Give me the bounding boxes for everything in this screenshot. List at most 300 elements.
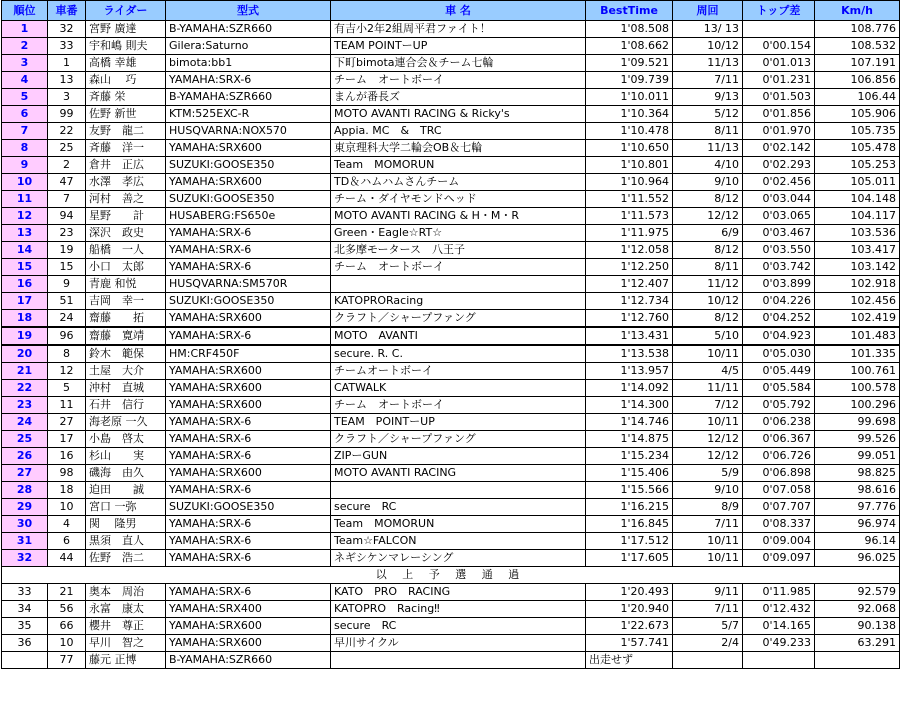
speed-cell: 98.825 (815, 465, 900, 482)
table-row (2, 431, 900, 448)
team-cell: Team MOMORUN (331, 157, 586, 174)
position-cell: 5 (2, 89, 48, 106)
position-cell: 2 (2, 38, 48, 55)
position-cell: 28 (2, 482, 48, 499)
speed-cell: 108.776 (815, 21, 900, 38)
speed-cell: 105.906 (815, 106, 900, 123)
best-time-cell: 1'09.521 (586, 55, 673, 72)
model-cell: YAMAHA:SRX600 (166, 397, 331, 414)
speed-cell: 99.698 (815, 414, 900, 431)
laps-cell: 12/12 (673, 448, 743, 465)
model-cell: YAMAHA:SRX600 (166, 310, 331, 328)
team-cell (331, 276, 586, 293)
best-time-cell: 1'08.508 (586, 21, 673, 38)
model-cell: YAMAHA:SRX600 (166, 635, 331, 652)
best-time-cell: 1'12.407 (586, 276, 673, 293)
position-cell: 1 (2, 21, 48, 38)
top-gap-cell: 0'02.142 (743, 140, 815, 157)
team-cell: チームオートボーイ (331, 363, 586, 380)
speed-cell: 103.536 (815, 225, 900, 242)
best-time-cell: 1'20.493 (586, 584, 673, 601)
table-row (2, 397, 900, 414)
rider-cell: 奥本 周治 (86, 584, 166, 601)
table-row (2, 618, 900, 635)
position-cell: 23 (2, 397, 48, 414)
rider-cell: 宮口 一弥 (86, 499, 166, 516)
best-time-cell: 1'15.406 (586, 465, 673, 482)
rider-cell: 森山 巧 (86, 72, 166, 89)
number-cell: 2 (48, 157, 86, 174)
speed-cell: 106.44 (815, 89, 900, 106)
team-cell: TD＆ハムハムさんチーム (331, 174, 586, 191)
rider-cell: 石井 信行 (86, 397, 166, 414)
rider-cell: 小島 啓太 (86, 431, 166, 448)
model-cell: YAMAHA:SRX600 (166, 140, 331, 157)
rider-cell: 船橋 一人 (86, 242, 166, 259)
rider-cell: 斉藤 栄 (86, 89, 166, 106)
header-number: 車番 (48, 1, 86, 21)
top-gap-cell: 0'05.030 (743, 345, 815, 363)
position-cell: 13 (2, 225, 48, 242)
laps-cell: 8/11 (673, 123, 743, 140)
speed-cell: 104.148 (815, 191, 900, 208)
team-cell: チーム オートボーイ (331, 259, 586, 276)
top-gap-cell: 0'03.899 (743, 276, 815, 293)
speed-cell: 96.025 (815, 550, 900, 567)
laps-cell: 8/11 (673, 259, 743, 276)
speed-cell: 97.776 (815, 499, 900, 516)
table-row (2, 293, 900, 310)
speed-cell: 103.142 (815, 259, 900, 276)
best-time-cell: 1'14.092 (586, 380, 673, 397)
laps-cell: 11/12 (673, 276, 743, 293)
team-cell: MOTO AVANTI RACING & Ricky's (331, 106, 586, 123)
speed-cell: 102.918 (815, 276, 900, 293)
number-cell: 21 (48, 584, 86, 601)
best-time-cell: 1'17.512 (586, 533, 673, 550)
speed-cell: 103.417 (815, 242, 900, 259)
laps-cell: 10/11 (673, 533, 743, 550)
rider-cell: 星野 計 (86, 208, 166, 225)
rider-cell: 黒須 直人 (86, 533, 166, 550)
position-cell: 4 (2, 72, 48, 89)
team-cell: チーム・ダイヤモンドヘッド (331, 191, 586, 208)
table-row (2, 140, 900, 157)
speed-cell: 101.483 (815, 327, 900, 345)
laps-cell: 10/11 (673, 414, 743, 431)
best-time-cell: 1'20.940 (586, 601, 673, 618)
table-row (2, 345, 900, 363)
model-cell: SUZUKI:GOOSE350 (166, 157, 331, 174)
table-row (2, 89, 900, 106)
table-row (2, 259, 900, 276)
number-cell: 23 (48, 225, 86, 242)
header-team: 車 名 (331, 1, 586, 21)
table-row (2, 550, 900, 567)
best-time-cell: 1'15.234 (586, 448, 673, 465)
team-cell: KATO PRO RACING (331, 584, 586, 601)
best-time-cell: 1'17.605 (586, 550, 673, 567)
number-cell: 13 (48, 72, 86, 89)
number-cell: 12 (48, 363, 86, 380)
number-cell: 51 (48, 293, 86, 310)
speed-cell: 99.051 (815, 448, 900, 465)
header-laps: 周回 (673, 1, 743, 21)
laps-cell: 10/12 (673, 38, 743, 55)
model-cell: YAMAHA:SRX-6 (166, 533, 331, 550)
team-cell: 北多摩モータース 八王子 (331, 242, 586, 259)
position-cell: 22 (2, 380, 48, 397)
speed-cell: 102.456 (815, 293, 900, 310)
laps-cell: 5/9 (673, 465, 743, 482)
rider-cell: 小口 太郎 (86, 259, 166, 276)
position-cell: 18 (2, 310, 48, 328)
best-time-cell: 1'14.875 (586, 431, 673, 448)
header-speed: Km/h (815, 1, 900, 21)
rider-cell: 深沢 政史 (86, 225, 166, 242)
rider-cell: 海老原 一久 (86, 414, 166, 431)
rider-cell: 杉山 実 (86, 448, 166, 465)
top-gap-cell: 0'02.293 (743, 157, 815, 174)
laps-cell: 10/11 (673, 345, 743, 363)
position-cell: 12 (2, 208, 48, 225)
model-cell: Gilera:Saturno (166, 38, 331, 55)
top-gap-cell: 0'12.432 (743, 601, 815, 618)
separator-label: 以 上 予 選 通 過 (2, 567, 900, 584)
best-time-cell: 1'11.573 (586, 208, 673, 225)
best-time-cell: 1'12.250 (586, 259, 673, 276)
laps-cell: 11/13 (673, 55, 743, 72)
model-cell: YAMAHA:SRX600 (166, 363, 331, 380)
number-cell: 44 (48, 550, 86, 567)
table-row (2, 123, 900, 140)
number-cell: 56 (48, 601, 86, 618)
speed-cell: 100.296 (815, 397, 900, 414)
number-cell: 5 (48, 380, 86, 397)
header-best-time: BestTime (586, 1, 673, 21)
rider-cell: 鈴木 範保 (86, 345, 166, 363)
rider-cell: 齋藤 拓 (86, 310, 166, 328)
position-cell (2, 652, 48, 669)
header-rider: ライダー (86, 1, 166, 21)
model-cell: HUSQVARNA:SM570R (166, 276, 331, 293)
laps-cell: 7/12 (673, 397, 743, 414)
rider-cell: 櫻井 尊正 (86, 618, 166, 635)
top-gap-cell: 0'07.058 (743, 482, 815, 499)
laps-cell: 6/9 (673, 225, 743, 242)
position-cell: 17 (2, 293, 48, 310)
team-cell: クラフト／シャープファング (331, 431, 586, 448)
top-gap-cell: 0'05.792 (743, 397, 815, 414)
top-gap-cell: 0'08.337 (743, 516, 815, 533)
speed-cell: 102.419 (815, 310, 900, 328)
number-cell: 32 (48, 21, 86, 38)
number-cell: 33 (48, 38, 86, 55)
team-cell: CATWALK (331, 380, 586, 397)
best-time-cell: 1'12.058 (586, 242, 673, 259)
number-cell: 6 (48, 533, 86, 550)
position-cell: 32 (2, 550, 48, 567)
speed-cell: 96.14 (815, 533, 900, 550)
number-cell: 18 (48, 482, 86, 499)
rider-cell: 倉井 正広 (86, 157, 166, 174)
speed-cell: 104.117 (815, 208, 900, 225)
top-gap-cell: 0'04.252 (743, 310, 815, 328)
table-row (2, 55, 900, 72)
team-cell: まんが番長ズ (331, 89, 586, 106)
table-row (2, 465, 900, 482)
team-cell: ZIPーGUN (331, 448, 586, 465)
best-time-cell: 1'10.364 (586, 106, 673, 123)
laps-cell: 5/10 (673, 327, 743, 345)
number-cell: 15 (48, 259, 86, 276)
best-time-cell: 1'13.957 (586, 363, 673, 380)
best-time-cell: 1'22.673 (586, 618, 673, 635)
rider-cell: 齋藤 寛靖 (86, 327, 166, 345)
best-time-cell: 1'13.431 (586, 327, 673, 345)
laps-cell: 7/11 (673, 601, 743, 618)
position-cell: 9 (2, 157, 48, 174)
number-cell: 3 (48, 89, 86, 106)
top-gap-cell: 0'06.238 (743, 414, 815, 431)
speed-cell: 108.532 (815, 38, 900, 55)
position-cell: 30 (2, 516, 48, 533)
rider-cell: 河村 善之 (86, 191, 166, 208)
table-row (2, 635, 900, 652)
number-cell: 7 (48, 191, 86, 208)
table-row (2, 174, 900, 191)
team-cell: secure RC (331, 499, 586, 516)
laps-cell: 9/11 (673, 584, 743, 601)
position-cell: 34 (2, 601, 48, 618)
laps-cell: 5/12 (673, 106, 743, 123)
model-cell: YAMAHA:SRX-6 (166, 550, 331, 567)
top-gap-cell: 0'06.367 (743, 431, 815, 448)
team-cell: TEAM POINTーUP (331, 38, 586, 55)
laps-cell: 9/13 (673, 89, 743, 106)
position-cell: 7 (2, 123, 48, 140)
model-cell: YAMAHA:SRX-6 (166, 72, 331, 89)
team-cell: 東京理科大学二輪会OB＆七輪 (331, 140, 586, 157)
laps-cell: 4/10 (673, 157, 743, 174)
header-position: 順位 (2, 1, 48, 21)
team-cell: ネギシケンマレーシング (331, 550, 586, 567)
speed-cell: 99.526 (815, 431, 900, 448)
rider-cell: 佐野 浩二 (86, 550, 166, 567)
model-cell: bimota:bb1 (166, 55, 331, 72)
table-row (2, 533, 900, 550)
top-gap-cell: 0'04.226 (743, 293, 815, 310)
position-cell: 8 (2, 140, 48, 157)
model-cell: YAMAHA:SRX-6 (166, 448, 331, 465)
position-cell: 16 (2, 276, 48, 293)
model-cell: HM:CRF450F (166, 345, 331, 363)
position-cell: 24 (2, 414, 48, 431)
team-cell: Green・Eagle☆RT☆ (331, 225, 586, 242)
speed-cell: 98.616 (815, 482, 900, 499)
team-cell: secure. R. C. (331, 345, 586, 363)
speed-cell: 92.579 (815, 584, 900, 601)
model-cell: B-YAMAHA:SZR660 (166, 652, 331, 669)
team-cell: MOTO AVANTI (331, 327, 586, 345)
laps-cell: 7/11 (673, 516, 743, 533)
number-cell: 19 (48, 242, 86, 259)
table-row (2, 310, 900, 328)
team-cell: MOTO AVANTI RACING (331, 465, 586, 482)
laps-cell: 2/4 (673, 635, 743, 652)
number-cell: 4 (48, 516, 86, 533)
speed-cell: 107.191 (815, 55, 900, 72)
laps-cell (673, 652, 743, 669)
best-time-cell: 1'12.760 (586, 310, 673, 328)
top-gap-cell: 0'01.970 (743, 123, 815, 140)
team-cell (331, 482, 586, 499)
position-cell: 26 (2, 448, 48, 465)
model-cell: YAMAHA:SRX600 (166, 618, 331, 635)
table-row (2, 157, 900, 174)
top-gap-cell: 0'01.503 (743, 89, 815, 106)
laps-cell: 9/10 (673, 482, 743, 499)
team-cell: 下町bimota連合会＆チーム七輪 (331, 55, 586, 72)
model-cell: YAMAHA:SRX-6 (166, 259, 331, 276)
table-row (2, 516, 900, 533)
model-cell: YAMAHA:SRX-6 (166, 584, 331, 601)
top-gap-cell: 0'49.233 (743, 635, 815, 652)
best-time-cell: 1'57.741 (586, 635, 673, 652)
top-gap-cell: 0'05.449 (743, 363, 815, 380)
top-gap-cell: 0'09.004 (743, 533, 815, 550)
number-cell: 24 (48, 310, 86, 328)
top-gap-cell: 0'04.923 (743, 327, 815, 345)
number-cell: 94 (48, 208, 86, 225)
best-time-cell: 1'10.478 (586, 123, 673, 140)
speed-cell: 90.138 (815, 618, 900, 635)
model-cell: HUSQVARNA:NOX570 (166, 123, 331, 140)
model-cell: YAMAHA:SRX-6 (166, 242, 331, 259)
number-cell: 16 (48, 448, 86, 465)
top-gap-cell: 0'14.165 (743, 618, 815, 635)
best-time-cell: 1'09.739 (586, 72, 673, 89)
header-top-gap: トップ差 (743, 1, 815, 21)
top-gap-cell: 0'03.065 (743, 208, 815, 225)
model-cell: YAMAHA:SRX-6 (166, 431, 331, 448)
position-cell: 19 (2, 327, 48, 345)
rider-cell: 水澤 孝広 (86, 174, 166, 191)
rider-cell: 沖村 直城 (86, 380, 166, 397)
team-cell: クラフト／シャープファング (331, 310, 586, 328)
laps-cell: 10/12 (673, 293, 743, 310)
nonqualified-rows (2, 584, 900, 669)
number-cell: 77 (48, 652, 86, 669)
top-gap-cell: 0'03.550 (743, 242, 815, 259)
position-cell: 27 (2, 465, 48, 482)
top-gap-cell: 0'01.013 (743, 55, 815, 72)
top-gap-cell: 0'06.898 (743, 465, 815, 482)
team-cell: Team☆FALCON (331, 533, 586, 550)
speed-cell: 105.011 (815, 174, 900, 191)
position-cell: 14 (2, 242, 48, 259)
rider-cell: 友野 龍二 (86, 123, 166, 140)
team-cell: KATOPRO Racing‼ (331, 601, 586, 618)
model-cell: YAMAHA:SRX400 (166, 601, 331, 618)
model-cell: YAMAHA:SRX-6 (166, 516, 331, 533)
best-time-cell: 1'14.746 (586, 414, 673, 431)
header-row (2, 1, 900, 21)
team-cell (331, 652, 586, 669)
top-gap-cell: 0'05.584 (743, 380, 815, 397)
table-row (2, 72, 900, 89)
table-row (2, 327, 900, 345)
model-cell: B-YAMAHA:SZR660 (166, 89, 331, 106)
position-cell: 3 (2, 55, 48, 72)
speed-cell: 63.291 (815, 635, 900, 652)
laps-cell: 10/11 (673, 550, 743, 567)
rider-cell: 土屋 大介 (86, 363, 166, 380)
table-row (2, 482, 900, 499)
header-model: 型式 (166, 1, 331, 21)
laps-cell: 4/5 (673, 363, 743, 380)
speed-cell: 105.735 (815, 123, 900, 140)
best-time-cell: 1'14.300 (586, 397, 673, 414)
team-cell: 早川サイクル (331, 635, 586, 652)
top-gap-cell (743, 21, 815, 38)
model-cell: YAMAHA:SRX-6 (166, 414, 331, 431)
laps-cell: 5/7 (673, 618, 743, 635)
table-row (2, 414, 900, 431)
rider-cell: 青鹿 和悦 (86, 276, 166, 293)
rider-cell: 宇和嶋 則夫 (86, 38, 166, 55)
speed-cell: 105.478 (815, 140, 900, 157)
speed-cell: 101.335 (815, 345, 900, 363)
speed-cell: 106.856 (815, 72, 900, 89)
top-gap-cell: 0'00.154 (743, 38, 815, 55)
best-time-cell: 1'12.734 (586, 293, 673, 310)
table-row (2, 652, 900, 669)
team-cell: secure RC (331, 618, 586, 635)
rider-cell: 早川 智之 (86, 635, 166, 652)
top-gap-cell: 0'03.742 (743, 259, 815, 276)
position-cell: 21 (2, 363, 48, 380)
number-cell: 96 (48, 327, 86, 345)
position-cell: 25 (2, 431, 48, 448)
position-cell: 15 (2, 259, 48, 276)
team-cell: MOTO AVANTI RACING & H・M・R (331, 208, 586, 225)
table-row (2, 499, 900, 516)
model-cell: YAMAHA:SRX-6 (166, 482, 331, 499)
number-cell: 11 (48, 397, 86, 414)
rider-cell: 高橋 幸雄 (86, 55, 166, 72)
laps-cell: 12/12 (673, 208, 743, 225)
rider-cell: 藤元 正博 (86, 652, 166, 669)
position-cell: 31 (2, 533, 48, 550)
laps-cell: 8/9 (673, 499, 743, 516)
number-cell: 99 (48, 106, 86, 123)
results-table (1, 0, 900, 669)
number-cell: 66 (48, 618, 86, 635)
best-time-cell: 出走せず (586, 652, 673, 669)
best-time-cell: 1'10.650 (586, 140, 673, 157)
laps-cell: 8/12 (673, 191, 743, 208)
laps-cell: 9/10 (673, 174, 743, 191)
number-cell: 9 (48, 276, 86, 293)
best-time-cell: 1'10.801 (586, 157, 673, 174)
laps-cell: 13/ 13 (673, 21, 743, 38)
position-cell: 36 (2, 635, 48, 652)
table-row (2, 208, 900, 225)
team-cell: KATOPRORacing (331, 293, 586, 310)
best-time-cell: 1'15.566 (586, 482, 673, 499)
best-time-cell: 1'13.538 (586, 345, 673, 363)
